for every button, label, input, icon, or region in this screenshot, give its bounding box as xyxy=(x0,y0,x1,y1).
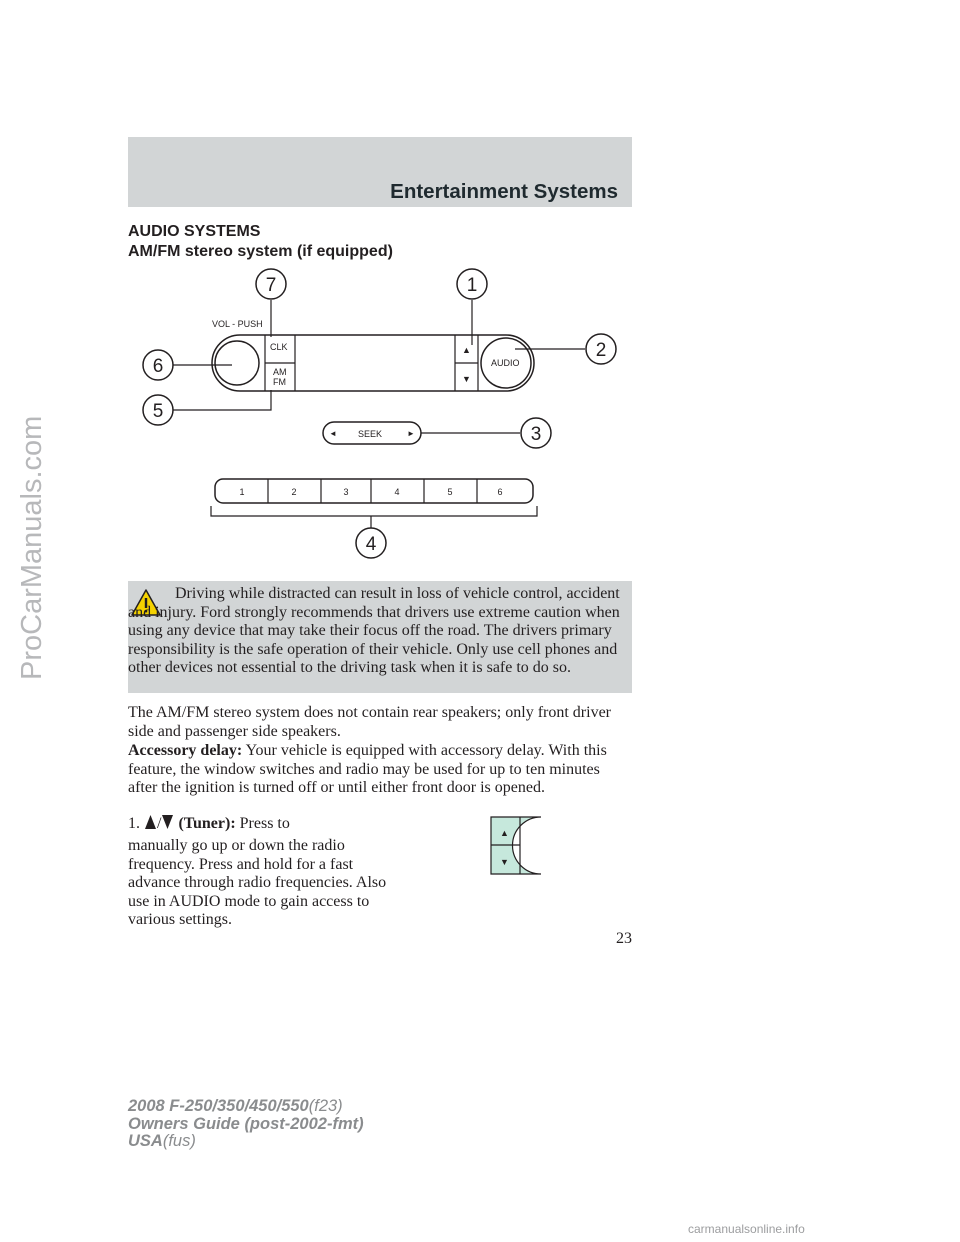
illustration-up-arrow: ▲ xyxy=(500,828,509,838)
preset-3-label: 3 xyxy=(343,487,349,497)
preset-5-label: 5 xyxy=(447,487,453,497)
preset-bar xyxy=(215,479,533,503)
header-title: Entertainment Systems xyxy=(390,180,618,203)
tuner-up-arrow: ▲ xyxy=(462,345,471,355)
tuner-description: manually go up or down the radio frequency. Press and hold for a fast advance through radio frequencies. Also use in AUDIO mode to gain access to various settings. xyxy=(128,837,387,929)
footer xyxy=(128,1098,364,1151)
seek-right-arrow: ► xyxy=(407,429,415,438)
tuner-slash: / xyxy=(157,815,162,832)
radio-diagram xyxy=(130,262,630,572)
audio-label: AUDIO xyxy=(491,358,520,368)
footer-guide: Owners Guide (post-2002-fmt) xyxy=(128,1114,364,1133)
watermark-carmanualsonline: carmanualsonline.info xyxy=(688,1222,805,1236)
illustration-down-arrow: ▼ xyxy=(500,857,509,867)
clk-label: CLK xyxy=(270,342,288,352)
volume-knob xyxy=(215,341,259,385)
accessory-delay-paragraph xyxy=(128,742,628,798)
preset-4-label: 4 xyxy=(394,487,400,497)
accessory-delay-text: Your vehicle is equipped with accessory delay. With this feature, the window switches and radio may be used for up to ten minutes after the ignition is turned off or until either front door is opened. xyxy=(128,742,607,797)
speakers-paragraph: The AM/FM stereo system does not contain rear speakers; only front driver side and passenger side speakers. xyxy=(128,704,611,740)
footer-model-code: (f23) xyxy=(308,1097,343,1115)
preset-2-label: 2 xyxy=(291,487,297,497)
tuner-label: (Tuner): xyxy=(178,815,236,832)
seek-label: SEEK xyxy=(358,429,383,439)
watermark-procarmanuals: ProCarManuals.com xyxy=(16,415,48,680)
callout-1-number: 1 xyxy=(466,275,478,296)
am-label: AM xyxy=(273,367,287,377)
fm-label: FM xyxy=(273,377,286,387)
tuner-number: 1. xyxy=(128,815,140,832)
callout-6-number: 6 xyxy=(152,356,164,377)
callout-3-number: 3 xyxy=(530,424,542,445)
subsection-title: AM/FM stereo system (if equipped) xyxy=(128,243,393,260)
preset-1-label: 1 xyxy=(239,487,245,497)
accessory-delay-label: Accessory delay: xyxy=(128,742,243,759)
callout-2-number: 2 xyxy=(595,340,607,361)
tuner-down-arrow: ▼ xyxy=(462,374,471,384)
callout-5-number: 5 xyxy=(152,401,164,422)
seek-left-arrow: ◄ xyxy=(329,429,337,438)
page-number: 23 xyxy=(616,930,632,947)
vol-push-label: VOL - PUSH xyxy=(212,319,263,329)
tuner-down-icon xyxy=(161,814,174,830)
preset-6-label: 6 xyxy=(497,487,503,497)
footer-model: 2008 F-250/350/450/550 xyxy=(128,1097,309,1115)
callout-4-number: 4 xyxy=(365,534,377,555)
footer-market: USA xyxy=(128,1132,163,1150)
tuner-up-icon xyxy=(144,814,157,830)
footer-market-code: (fus) xyxy=(162,1132,196,1150)
section-title: AUDIO SYSTEMS xyxy=(128,223,261,240)
callout-7-number: 7 xyxy=(265,275,277,296)
warning-text: Driving while distracted can result in loss of vehicle control, accident and injury. Ford strongly recommends that drivers use extreme caution when using any device that may take their focus off the road. The drivers primary responsibility is the safe operation of their vehicle. Only use cell phones and other devices not essential to the driving task when it is safe to do so. xyxy=(128,585,620,677)
tuner-press-text: Press to xyxy=(235,815,290,832)
tuner-heading-line xyxy=(128,814,528,834)
tuner-button-illustration xyxy=(490,816,550,876)
